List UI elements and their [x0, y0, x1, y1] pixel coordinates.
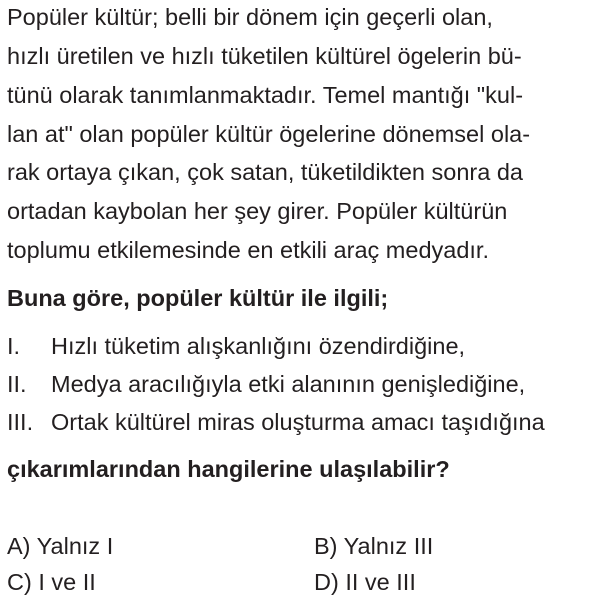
passage-line: lan at" olan popüler kültür ögelerine dönemsel ola- — [7, 121, 531, 147]
passage-line: Popüler kültür; belli bir dönem için geçerli olan, — [7, 4, 493, 30]
choice-b[interactable]: B) Yalnız III — [314, 533, 434, 559]
statement-numeral: II. — [7, 371, 27, 397]
question-end: çıkarımlarından hangilerine ulaşılabilir? — [7, 456, 450, 482]
statement-row — [7, 370, 525, 398]
passage-line: ortadan kaybolan her şey girer. Popüler kültürün — [7, 198, 508, 224]
passage-line: rak ortaya çıkan, çok satan, tüketildikten sonra da — [7, 159, 523, 185]
statement-row — [7, 332, 465, 360]
statement-text: Medya aracılığıyla etki alanının genişlediğine, — [51, 371, 526, 397]
statement-text: Ortak kültürel miras oluşturma amacı taşıdığına — [51, 409, 545, 435]
choice-a[interactable]: A) Yalnız I — [7, 533, 114, 559]
statement-numeral: I. — [7, 333, 21, 359]
passage-line: hızlı üretilen ve hızlı tüketilen kültürel ögelerin bü- — [7, 43, 522, 69]
statement-numeral: III. — [7, 409, 34, 435]
question-stem: Buna göre, popüler kültür ile ilgili; — [7, 285, 389, 311]
choice-d[interactable]: D) II ve III — [314, 569, 416, 595]
choice-c[interactable]: C) I ve II — [7, 569, 96, 595]
passage-line: toplumu etkilemesinde en etkili araç medyadır. — [7, 237, 489, 263]
passage-line: tünü olarak tanımlanmaktadır. Temel mantığı "kul- — [7, 82, 524, 108]
statement-row — [7, 408, 545, 436]
statement-text: Hızlı tüketim alışkanlığını özendirdiğine, — [51, 333, 466, 359]
